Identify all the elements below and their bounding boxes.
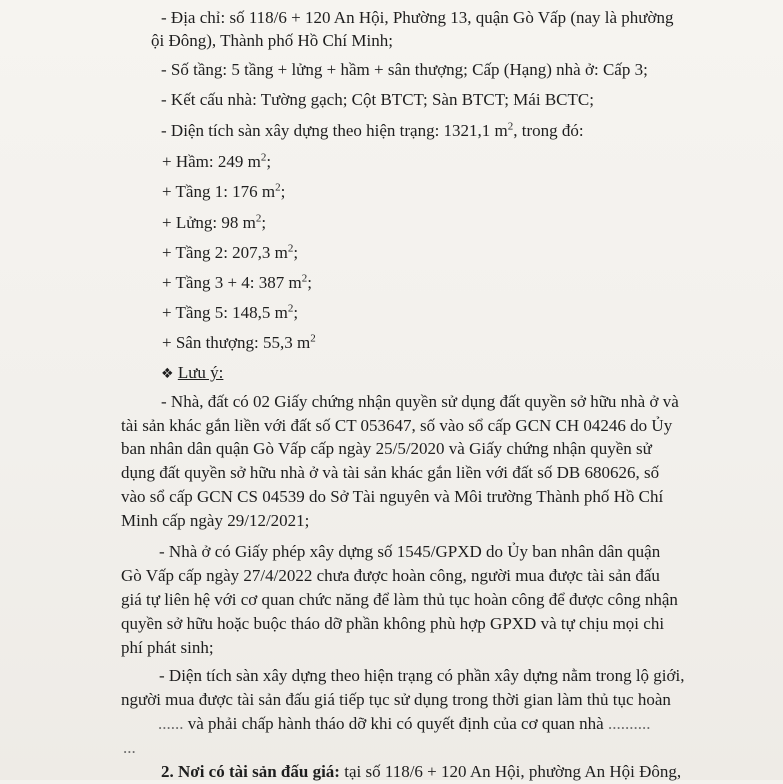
area-floor-3-4: + Tầng 3 + 4: 387 $m^2$; xyxy=(162,272,312,292)
area-basement: + Hầm: 249 $m^2$; xyxy=(162,151,272,171)
floors-line: - Số tầng: 5 tầng + lửng + hầm + sân thượng; Cấp (Hạng) nhà ở: Cấp 3; xyxy=(161,60,648,79)
address-line: - Địa chỉ: số 118/6 + 120 An Hội, Phường 13, quận Gò Vấp (nay là phường xyxy=(161,8,674,27)
note-permit-p4: quyền sở hữu hoặc buộc tháo dỡ phần không phù hợp GPXD và tự chịu mọi chi xyxy=(121,614,665,633)
note-permit-p5: phí phát sinh; xyxy=(121,638,214,657)
structure-line: - Kết cấu nhà: Tường gạch; Cột BTCT; Sàn BTCT; Mái BCTC; xyxy=(161,90,594,109)
area-floor-5: + Tầng 5: 148,5 $m^2$; xyxy=(162,302,299,322)
note-certificate-p2: tài sản khác gắn liền với đất số CT 053647, số vào sổ cấp GCN CH 04246 do Ủy xyxy=(121,416,673,435)
note-boundary-p3: ...... và phải chấp hành tháo dỡ khi có quyết định của cơ quan nhà .......... xyxy=(158,714,651,733)
note-permit-p1: - Nhà ở có Giấy phép xây dựng số 1545/GPXD do Ủy ban nhân dân quận xyxy=(159,542,661,561)
area-floor-2: + Tầng 2: 207,3 $m^2$; xyxy=(162,242,299,262)
note-boundary-p4: ... xyxy=(123,738,136,757)
note-certificate-p3: ban nhân dân quận Gò Vấp cấp ngày 25/5/2020 và Giấy chứng nhận quyền sử xyxy=(121,439,652,458)
floor-area-line: - Diện tích sàn xây dựng theo hiện trạng: 1321,1 $m^2$, trong đó: xyxy=(161,120,584,140)
note-certificate-p6: Minh cấp ngày 29/12/2021; xyxy=(121,511,310,530)
area-rooftop: + Sân thượng: 55,3 $m^2$ xyxy=(162,332,316,352)
note-permit-p2: Gò Vấp cấp ngày 27/4/2022 chưa được hoàn công, người mua được tài sản đấu xyxy=(121,566,660,585)
sup-2: 2 xyxy=(507,120,514,133)
note-boundary-p1: - Diện tích sàn xây dựng theo hiện trạng có phần xây dựng nằm trong lộ giới, xyxy=(159,666,685,685)
note-certificate-p5: vào sổ cấp GCN CS 04539 do Sở Tài nguyên và Môi trường Thành phố Hồ Chí xyxy=(121,487,664,506)
auction-location-line: 2. Nơi có tài sản đấu giá: tại số 118/6 + 120 An Hội, phường An Hội Đông, xyxy=(161,762,682,781)
area-mezzanine: + Lửng: 98 $m^2$; xyxy=(162,212,267,232)
diamond-bullet-icon: ❖ xyxy=(161,366,174,382)
address-line-cont: ội Đông), Thành phố Hồ Chí Minh; xyxy=(151,31,393,50)
note-boundary-p2: người mua được tài sản đấu giá tiếp tục sử dụng trong thời gian làm thủ tục hoàn xyxy=(121,690,671,709)
note-permit-p3: giá tự liên hệ với cơ quan chức năng để làm thủ tục hoàn công để được công nhận xyxy=(121,590,678,609)
area-floor-1: + Tầng 1: 176 $m^2$; xyxy=(162,181,286,201)
note-heading: ❖ Lưu ý: xyxy=(161,363,224,382)
note-certificate-p4: dụng đất quyền sở hữu nhà ở và tài sản khác gắn liền với đất số DB 680626, số xyxy=(121,463,660,482)
note-certificate-p1: - Nhà, đất có 02 Giấy chứng nhận quyền sử dụng đất quyền sở hữu nhà ở và xyxy=(161,392,679,411)
